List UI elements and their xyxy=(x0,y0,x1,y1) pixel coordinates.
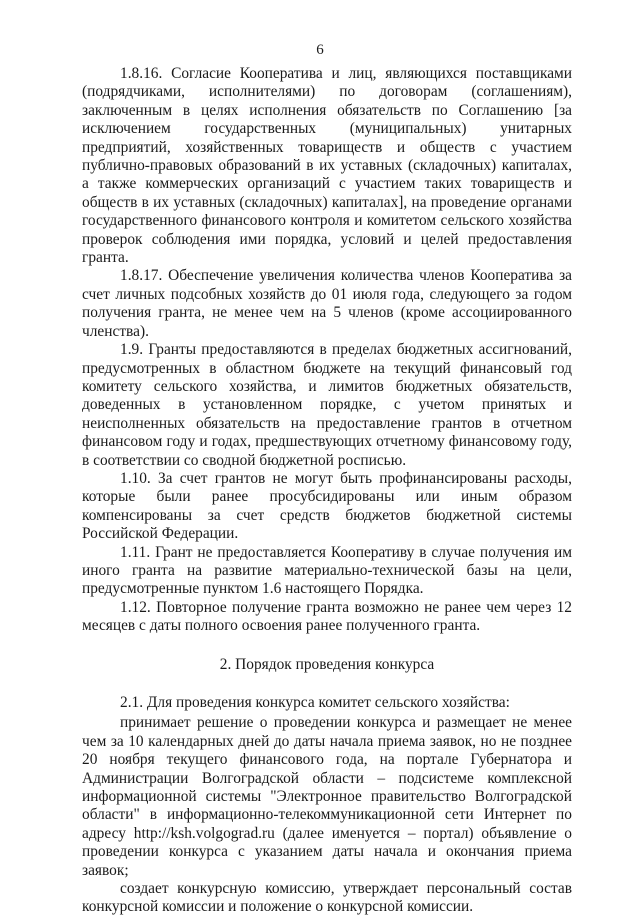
page-number: 6 xyxy=(316,42,324,58)
paragraph-2-1-commission: создает конкурсную комиссию, утверждает персональный состав конкурсной комиссии и положение о конкурсной комиссии. xyxy=(82,880,572,916)
paragraph-1-8-16: 1.8.16. Согласие Кооператива и лиц, являющихся поставщиками (подрядчиками, исполнителями) по договорам (соглашениям), заключенным в целях исполнения обязательств по Соглашению [за исключением государственных (муниципальных) унитарных предприятий, хозяйственных товариществ и обществ с участием публично-правовых образований в их уставных (складочных) капиталах, а также коммерческих организаций с участием таких товариществ и обществ в их уставных (складочных) капиталах], на проведение органами государственного финансового контроля и комитетом сельского хозяйства проверок соблюдения ими порядка, условий и целей предоставления гранта. xyxy=(82,65,572,267)
paragraph-1-9: 1.9. Гранты предоставляются в пределах бюджетных ассигнований, предусмотренных в областном бюджете на текущий финансовый год комитету сельского хозяйства, и лимитов бюджетных обязательств, доведенных в установленном порядке, с учетом принятых и неисполненных обязательств на предоставление грантов в отчетном финансовом году и годах, предшествующих отчетному финансовому году, в соответствии со сводной бюджетной росписью. xyxy=(82,341,572,469)
paragraph-1-11: 1.11. Грант не предоставляется Кооперативу в случае получения им иного гранта на развитие материально-технической базы на цели, предусмотренные пунктом 1.6 настоящего Порядка. xyxy=(82,543,572,598)
paragraph-2-1: 2.1. Для проведения конкурса комитет сельского хозяйства: xyxy=(120,694,510,711)
paragraph-2-1-announcement: принимает решение о проведении конкурса и размещает не менее чем за 10 календарных дней до даты начала приема заявок, но не позднее 20 ноября текущего финансового года, на портале Губернатора и Администрации Волгоградской области – подсистеме комплексной информационной системы "Электронное правительство Волгоградской области" в информационно-телекоммуникационной сети Интернет по адресу http://ksh.volgograd.ru (далее именуется – портал) объявление о проведении конкурса с указанием даты начала и окончания приема заявок; xyxy=(82,714,572,879)
document-body xyxy=(82,65,572,917)
paragraph-1-10: 1.10. За счет грантов не могут быть профинансированы расходы, которые были ранее просубсидированы или иным образом компенсированы за счет средств бюджетов бюджетной системы Российской Федерации. xyxy=(82,469,572,543)
paragraph-1-8-17: 1.8.17. Обеспечение увеличения количества членов Кооператива за счет личных подсобных хозяйств до 01 июля года, следующего за годом получения гранта, не менее чем на 5 членов (кроме ассоциированного членства). xyxy=(82,267,572,340)
section-heading: 2. Порядок проведения конкурса xyxy=(219,655,435,673)
paragraph-1-12: 1.12. Повторное получение гранта возможно не ранее чем через 12 месяцев с даты полного освоения ранее полученного гранта. xyxy=(82,598,572,635)
